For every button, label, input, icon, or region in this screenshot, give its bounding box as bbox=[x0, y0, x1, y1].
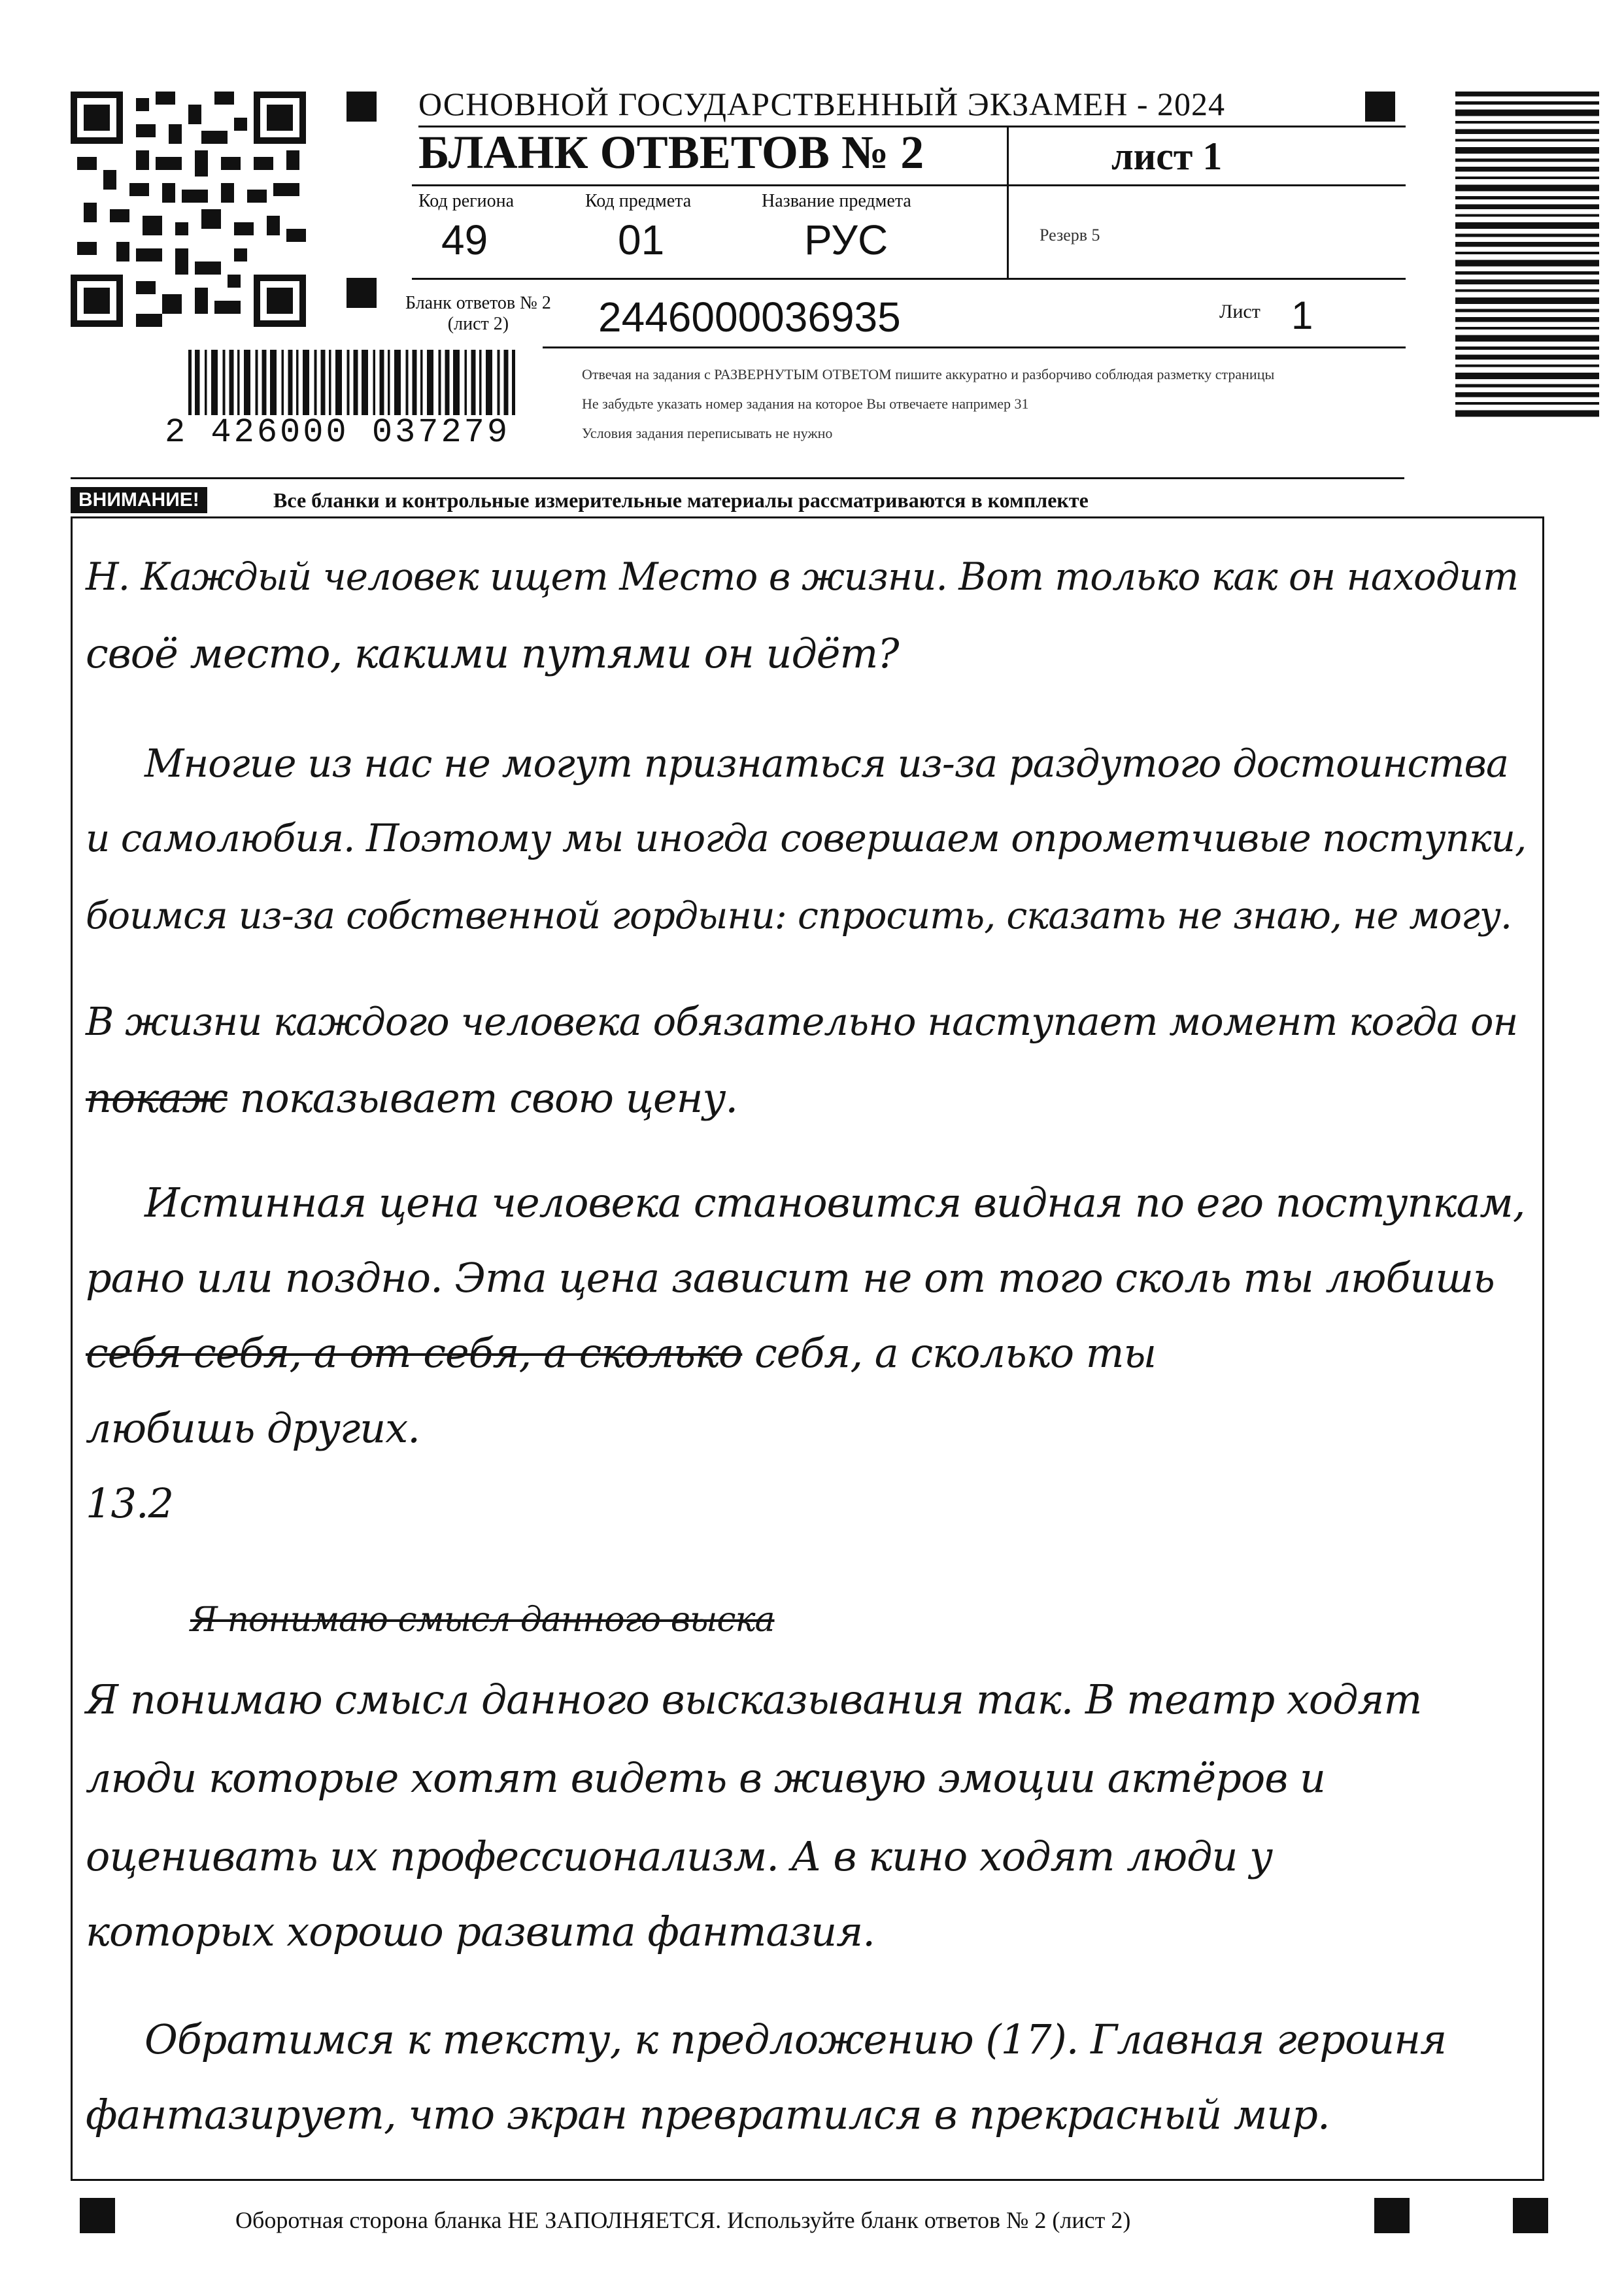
header-divider-3 bbox=[543, 346, 1406, 348]
region-label: Код региона bbox=[418, 191, 515, 211]
header-divider-4 bbox=[71, 477, 1404, 479]
instruction-3: Условия задания переписывать не нужно bbox=[582, 425, 833, 441]
registration-mark-top-left bbox=[347, 92, 377, 122]
reserve-label: Резерв 5 bbox=[1040, 226, 1100, 245]
answer-line: Истинная цена человека становится видная по его поступкам, bbox=[144, 1179, 1525, 1226]
answer-line: люди которые хотят видеть в живую эмоции актёров и bbox=[86, 1754, 1325, 1802]
answer-line: и самолюбия. Поэтому мы иногда совершаем опрометчивые поступки, bbox=[86, 816, 1527, 860]
registration-mark-bottom-left bbox=[80, 2198, 115, 2233]
subject-name-label: Название предмета bbox=[762, 191, 911, 211]
footer-note: Оборотная сторона бланка НЕ ЗАПОЛНЯЕТСЯ. Используйте бланк ответов № 2 (лист 2) bbox=[235, 2207, 1131, 2233]
attention-text: Все бланки и контрольные измерительные материалы рассматриваются в комплекте bbox=[273, 488, 1089, 512]
barcode-number: 2 426000 037279 bbox=[165, 413, 511, 452]
instruction-1: Отвечая на задания с РАЗВЕРНУТЫМ ОТВЕТОМ пишите аккуратно и разборчиво соблюдая разметку страницы bbox=[582, 366, 1275, 382]
answer-line: своё место, какими путями он идёт? bbox=[86, 630, 899, 677]
subject-code-label: Код предмета bbox=[585, 191, 692, 211]
answer-line: Многие из нас не могут признаться из-за раздутого достоинства bbox=[144, 741, 1508, 786]
answer-line: которых хорошо развита фантазия. bbox=[86, 1908, 875, 1955]
answer-area[interactable] bbox=[71, 516, 1544, 2181]
answer-line: 13.2 bbox=[86, 1479, 174, 1527]
answer-line bbox=[86, 1329, 1156, 1377]
region-value: 49 bbox=[441, 216, 488, 263]
list-label: Лист bbox=[1219, 301, 1260, 322]
answer-line: рано или поздно. Эта цена зависит не от того сколь ты любишь bbox=[86, 1254, 1495, 1302]
vertical-barcode bbox=[1455, 92, 1599, 418]
answer-line: фантазирует, что экран превратился в прекрасный мир. bbox=[86, 2091, 1330, 2138]
answer-line: Я понимаю смысл данного высказывания так. В театр ходят bbox=[86, 1676, 1422, 1723]
registration-mark-bottom-right-2 bbox=[1513, 2198, 1548, 2233]
list-value: 1 bbox=[1291, 294, 1313, 337]
answer-line: Обратимся к тексту, к предложению (17). Главная героиня bbox=[144, 2016, 1447, 2063]
form-title: БЛАНК ОТВЕТОВ № 2 bbox=[418, 126, 924, 178]
registration-mark-top-right bbox=[1365, 92, 1395, 122]
answer-line: Н. Каждый человек ищет Место в жизни. Вот только как он находит bbox=[86, 554, 1519, 599]
qr-code bbox=[71, 92, 306, 327]
header-divider-2 bbox=[412, 278, 1406, 280]
registration-mark-bottom-right-1 bbox=[1374, 2198, 1410, 2233]
blank-label-line-2: (лист 2) bbox=[447, 314, 509, 334]
header-divider-1 bbox=[412, 184, 1406, 186]
answer-line: боимся из-за собственной гордыни: спросить, сказать не знаю, не могу. bbox=[86, 894, 1512, 937]
barcode bbox=[188, 350, 515, 415]
answer-line-text: показывает свою цену. bbox=[239, 1074, 738, 1122]
answer-line-text: себя, а сколько ты bbox=[754, 1329, 1157, 1377]
answer-line: оценивать их профессионализм. А в кино ходят люди у bbox=[86, 1832, 1273, 1880]
header-vertical-divider bbox=[1007, 127, 1009, 278]
blank-label bbox=[405, 293, 551, 335]
sheet-label: лист 1 bbox=[1111, 135, 1223, 178]
attention-badge: ВНИМАНИЕ! bbox=[71, 487, 207, 513]
subject-name-value: РУС bbox=[804, 216, 888, 263]
struck-words: себя себя, а от себя, а сколько bbox=[86, 1329, 743, 1377]
instruction-2: Не забудьте указать номер задания на которое Вы отвечаете например 31 bbox=[582, 396, 1029, 412]
answer-line: В жизни каждого человека обязательно наступает момент когда он bbox=[86, 999, 1518, 1044]
registration-mark-mid bbox=[347, 278, 377, 308]
answer-line bbox=[86, 1074, 737, 1122]
blank-label-line-1: Бланк ответов № 2 bbox=[405, 293, 551, 313]
blank-number: 2446000036935 bbox=[598, 294, 901, 341]
answer-line-struck: Я понимаю смысл данного выска bbox=[190, 1600, 775, 1640]
exam-title: ОСНОВНОЙ ГОСУДАРСТВЕННЫЙ ЭКЗАМЕН - 2024 bbox=[418, 86, 1225, 122]
answer-line: любишь других. bbox=[86, 1404, 420, 1452]
subject-code-value: 01 bbox=[618, 216, 665, 263]
attention-row bbox=[71, 487, 1404, 514]
struck-word: покаж bbox=[86, 1074, 228, 1122]
